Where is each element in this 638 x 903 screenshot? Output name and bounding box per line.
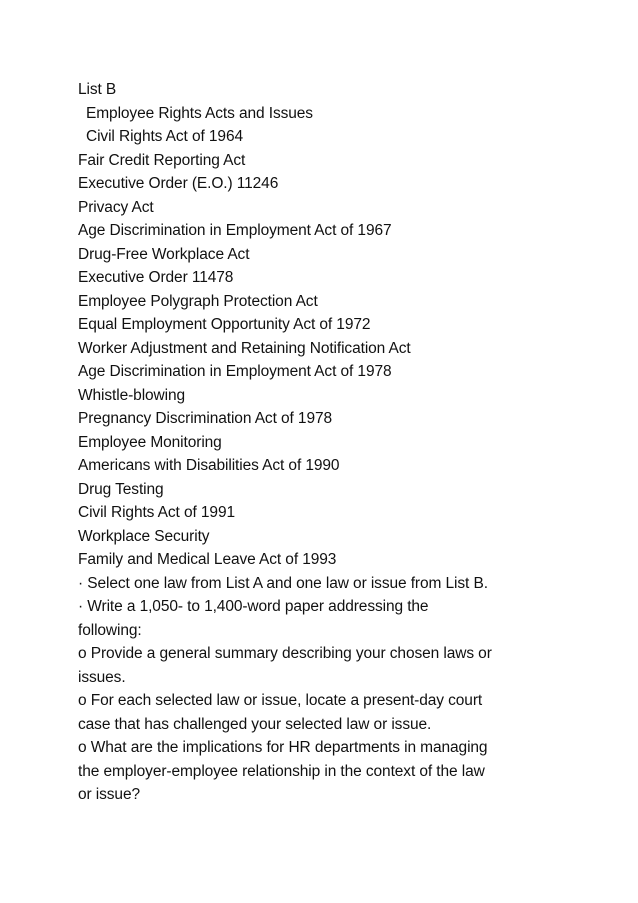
instruction-continuation: case that has challenged your selected law or issue. (78, 715, 432, 733)
instruction-subpoint: o What are the implications for HR departments in managing (78, 739, 488, 756)
list-item: Civil Rights Act of 1964 (86, 128, 243, 145)
list-item: Executive Order 11478 (78, 269, 234, 286)
list-item: Drug Testing (78, 480, 164, 498)
list-item: Worker Adjustment and Retaining Notification Act (78, 339, 411, 357)
list-item: Equal Employment Opportunity Act of 1972 (78, 316, 371, 333)
list-item: Whistle-blowing (78, 386, 186, 404)
list-item: Civil Rights Act of 1991 (78, 504, 235, 521)
list-item: Age Discrimination in Employment Act of 1967 (78, 222, 392, 239)
instruction-subpoint: o Provide a general summary describing your chosen laws or (78, 645, 492, 662)
instruction-bullet: · Select one law from List A and one law or issue from List B. (78, 574, 488, 592)
instruction-bullet: · Write a 1,050- to 1,400-word paper addressing the (78, 598, 429, 615)
list-item: Pregnancy Discrimination Act of 1978 (78, 410, 333, 427)
list-item: Employee Polygraph Protection Act (78, 292, 318, 310)
list-item: Employee Monitoring (78, 433, 222, 451)
list-item: Fair Credit Reporting Act (78, 151, 246, 169)
list-item: Family and Medical Leave Act of 1993 (78, 551, 337, 568)
list-item: Workplace Security (78, 527, 210, 545)
instruction-continuation: or issue? (78, 786, 140, 803)
list-item: Age Discrimination in Employment Act of 1978 (78, 363, 392, 380)
list-item: Americans with Disabilities Act of 1990 (78, 457, 340, 474)
list-heading: List B (78, 81, 117, 98)
list-item: Executive Order (E.O.) 11246 (78, 175, 279, 192)
document-body (78, 78, 578, 807)
list-subheading: Employee Rights Acts and Issues (86, 104, 313, 122)
list-item: Privacy Act (78, 198, 154, 216)
instruction-continuation: following: (78, 621, 142, 639)
list-item: Drug-Free Workplace Act (78, 245, 250, 263)
instruction-subpoint: o For each selected law or issue, locate a present-day court (78, 692, 483, 709)
instruction-continuation: the employer-employee relationship in the context of the law (78, 762, 485, 780)
instruction-continuation: issues. (78, 668, 126, 686)
